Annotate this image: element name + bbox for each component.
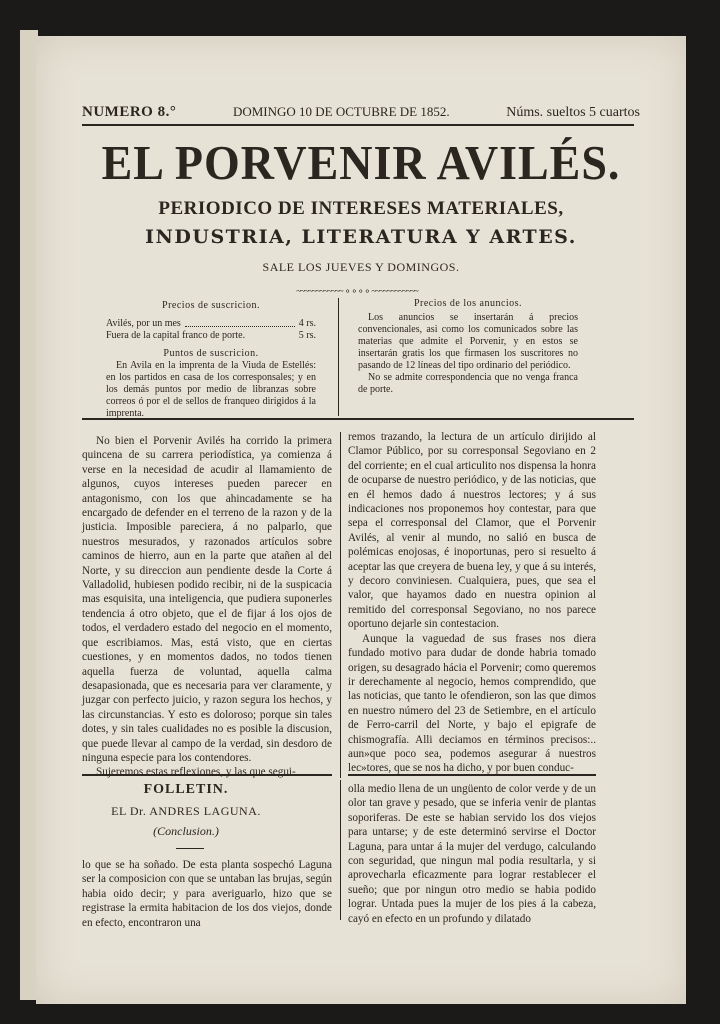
subscription-row [106,318,316,330]
article-paragraph: remos trazando, la lectura de un artículo dirijido al Clamor Público, por su corresponsal Segoviano en 2 del corriente; en el cual articulito nos dispensa la honra de ocuparse de nuestro periódico, y de las noticias, que en él hemos dado á nuestros lectores; y á sus indicaciones nos proponemos hoy contestar, para que sepa el corresponsal del Clamor, que el Porvenir Avilés, al venir al mundo, no salió en busca de polémicas enojosas, é inoportunas, pero si resuelto á aceptar las que creyera de buena ley, y que á su interés, y decoro conviniesen. Cualquiera, pues, que sea el valor, que hayamos dado en nuestra opinion al remitido del corresponsal Segoviano, no nos parece oportuno dejarle sin contestacion. [348,431,596,631]
subscription-row [106,330,316,342]
folletin-paragraph: olla medio llena de un ungüento de color verde y de un olor tan grave y pesado, que se inferia venir de plantas soporiferas. De este se habian servido los dos viejos para untarse; y de este determinó servirse el Doctor Laguna, para untar á la mujer del verdugo, calculando con seguridad, que ningun mal podia resultarla, y si aprovecharla eficazmente para lograr restablecer el sueño; que por ningun otro medio se habia podido lograr. Untada pues la mujer de los pies á la cabeza, cayó en efecto en un profundo y dilatado [348,783,596,925]
subscription-row-value: 5 rs. [298,330,316,341]
folletin-title: FOLLETIN. [143,782,229,797]
masthead-rule [82,124,634,126]
folletin-note: (Conclusion.) [153,824,219,838]
subscription-points-heading: Puntos de suscricion. [163,348,259,359]
folletin-author: EL Dr. ANDRES LAGUNA. [111,804,261,818]
article-paragraph: No bien el Porvenir Avilés ha corrido la primera quincena de su carrera periodística, ya comienza á verse en la necesidad de acudir al llamamiento de algunos, cuyos intereses pueden parecer en antagonismo, con los que ahincadamente se ha encargado de defender en el terreno de la razon y de la justicia. Imposible pareciera, á no palparlo, que nuestros mesurados, y razonados artículos sobre caminos de hierro, aun en la parte que atañen al del Norte, y su direccion aun pendiente desde la Corte á Valladolid, hubiesen podido recibir, ni de la suspicacia mas esquisita, una inteligencia, que pudiera suponerles tendencia á otro objeto, que el de fijar á los ojos de todos, el verdadero estado del negocio en el momento, que escribiamos. Mas, está visto, que en ciertas cuestiones, y en momentos dados, no todos tienen aquella fuerza de voluntad, aquella calma desapasionada, que es necesaria para ver claramente, y juzgar con perfecto juicio, y razon segura los hechos, y las circunstancias. Y esto es doloroso; porque sin tales dotes, y sin tales cualidades no es posible la discusion, que puede llevar al campo de la verdad, sin desdoro de ninguna especie para los contendores. [82,435,332,764]
folletin-column-left [82,858,332,930]
folletin-paragraph: lo que se ha soñado. De esta planta sospechó Laguna ser la composicion con que se untaban las brujas, según habia oido decir; y para averiguarlo, hizo que se registrase la ermita habitacion de los dos viejos, donde en efecto, encontraron una [82,859,332,929]
folletin-rule-left [82,774,332,776]
newspaper-page [36,36,686,1004]
article-paragraph: Aunque la vaguedad de sus frases nos diera fundado motivo para dudar de donde habria tomado origen, su desagrado hácia el Porvenir; como queremos ir derechamente al negocio, hemos comprendido, que las noticias, que tanto le ofendieron, son las que dimos en nuestro número del 23 de Setiembre, en el artículo de Ferro-carril del Norte, y bajo el epigrafe de chismografía. Alli deciamos en términos precisos:.. aun»que poco sea, podemos asegurar á nuestros lec»tores, que se nos ha dicho, y por buen conduc- [348,632,596,775]
newspaper-subtitle-topics: INDUSTRIA, LITERATURA Y ARTES. [145,226,577,248]
ads-note: No se admite correspondencia que no venga franca de porte. [358,372,578,395]
issue-number: NUMERO 8.° [82,104,177,120]
article-column-right [348,430,596,776]
subscription-row-label: Fuera de la capital franco de porte. [106,330,246,341]
subscription-heading: Precios de suscricion. [162,300,260,311]
ads-heading: Precios de los anuncios. [413,298,523,309]
folletin-rule-right [348,774,596,776]
folletin-column-right [348,782,596,926]
ads-text: Los anuncios se insertarán á precios convencionales, asi como los comunicados sobre las materias que admite el Porvenir, y en estos se insertarán gratis los que firmasen los suscritores no pasando de 12 líneas del tipo ordinario del periódico. [358,312,578,371]
article-column-left [82,434,332,780]
subscription-points-text: En Avila en la imprenta de la Viuda de Estellés: en los partidos en casa de los corresponsales; y en los demás puntos por medio de libranzas sobre correos ó por el de sellos de franqueo dirigidos á la imprenta. [106,360,316,419]
issue-date: DOMINGO 10 DE OCTUBRE DE 1852. [232,104,450,119]
header-column-divider [338,298,339,416]
article-column-divider [340,432,341,778]
article-paragraph: Sujeremos estas reflexiones, y las que segui- [96,766,296,779]
folletin-column-divider [340,780,341,920]
ornament-divider: ~~~~~~~~~~~~ ⚬⚬⚬⚬ ~~~~~~~~~~~~ [296,286,418,296]
newspaper-title: EL PORVENIR AVILÉS. [101,135,621,190]
subscription-row-value: 4 rs. [298,318,316,329]
masthead-line [82,104,640,121]
ads-box [358,298,578,396]
folletin-short-rule [176,848,204,849]
subscription-box [106,300,316,420]
subscription-row-label: Avilés, por un mes [106,318,181,329]
header-bottom-rule [82,418,634,420]
single-issue-price: Núms. sueltos 5 cuartos [506,105,640,120]
publication-schedule: SALE LOS JUEVES Y DOMINGOS. [262,260,460,274]
newspaper-subtitle: PERIODICO DE INTERESES MATERIALES, [158,198,564,219]
